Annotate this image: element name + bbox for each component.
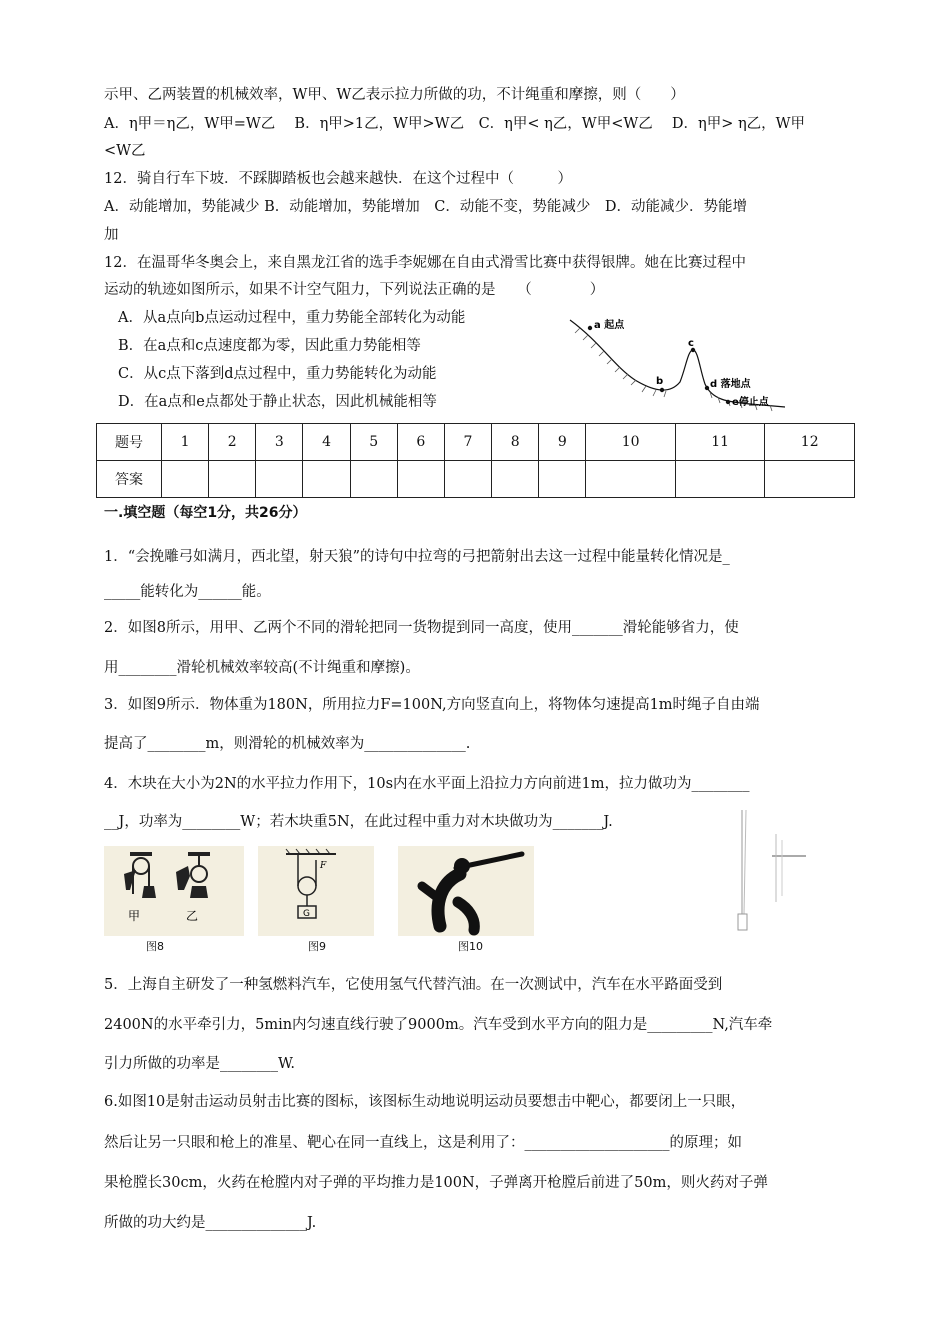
table-cell: 11 — [675, 424, 765, 461]
answer-cell[interactable] — [162, 461, 209, 498]
table-row — [97, 461, 855, 498]
answer-cell[interactable] — [586, 461, 676, 498]
option-c: C．从c点下落到d点过程中，重力势能转化为动能 — [118, 366, 437, 382]
table-cell: 9 — [539, 424, 586, 461]
ski-track-figure — [560, 312, 800, 418]
fig8-left-label: 甲 — [128, 909, 141, 923]
fig8-right-label: 乙 — [186, 909, 199, 923]
fig9-g-label: G — [303, 909, 310, 919]
text-line: 加 — [104, 227, 119, 243]
text-line: A．η甲＝η乙，W甲=W乙 B．η甲>1乙，W甲>W乙 C．η甲< η乙，W甲<W乙 D．η甲> η乙，W甲 — [104, 116, 806, 132]
answer-cell[interactable] — [765, 461, 855, 498]
text-line: A．动能增加，势能减少 B．动能增加，势能增加 C．动能不变，势能减少 D．动能减少．势能增 — [104, 199, 747, 215]
text-line: 果枪膛长30cm，火药在枪膛内对子弹的平均推力是100N，子弹离开枪膛后前进了50m，则火药对子弹 — [104, 1175, 768, 1191]
fig10-caption: 图10 — [458, 940, 483, 953]
answer-cell[interactable] — [209, 461, 256, 498]
table-cell: 10 — [586, 424, 676, 461]
text-line: 2．如图8所示，用甲、乙两个不同的滑轮把同一货物提到同一高度，使用_______滑轮能够省力，使 — [104, 620, 739, 636]
label-d: d 落地点 — [710, 379, 751, 390]
option-d: D．在a点和e点都处于静止状态，因此机械能相等 — [118, 394, 437, 410]
text-line: 12．在温哥华冬奥会上，来自黑龙江省的选手李妮娜在自由式滑雪比赛中获得银牌。她在比赛过程中 — [104, 255, 746, 271]
label-a: a 起点 — [594, 320, 625, 331]
label-e: e停止点 — [732, 397, 769, 408]
table-header-cell: 答案 — [97, 461, 162, 498]
text-line: 示甲、乙两装置的机械效率，W甲、W乙表示拉力所做的功，不计绳重和摩擦，则（ ） — [104, 87, 685, 103]
answer-cell[interactable] — [539, 461, 586, 498]
table-cell: 4 — [303, 424, 350, 461]
table-cell: 6 — [397, 424, 444, 461]
text-line: 5．上海自主研发了一种氢燃料汽车，它使用氢气代替汽油。在一次测试中，汽车在水平路面受到 — [104, 977, 723, 993]
answer-cell[interactable] — [303, 461, 350, 498]
label-c: c — [688, 338, 694, 349]
table-cell: 7 — [444, 424, 491, 461]
text-line: 运动的轨迹如图所示，如果不计空气阻力，下列说法正确的是 （ ） — [104, 282, 605, 298]
table-cell: 5 — [350, 424, 397, 461]
answer-cell[interactable] — [256, 461, 303, 498]
text-line: 用________滑轮机械效率较高(不计绳重和摩擦)。 — [104, 660, 420, 676]
text-line: __J，功率为________W；若木块重5N，在此过程中重力对木块做功为_______J. — [104, 814, 613, 830]
text-line: _____能转化为______能。 — [104, 584, 271, 600]
option-b: B．在a点和c点速度都为零，因此重力势能相等 — [118, 338, 421, 354]
table-row — [97, 424, 855, 461]
answer-cell[interactable] — [397, 461, 444, 498]
answer-cell[interactable] — [492, 461, 539, 498]
answer-cell[interactable] — [444, 461, 491, 498]
text-line: <W乙 — [104, 143, 146, 159]
table-cell: 8 — [492, 424, 539, 461]
text-line: 1．“会挽雕弓如满月，西北望，射天狼”的诗句中拉弯的弓把箭射出去这一过程中能量转化情况是_ — [104, 549, 730, 565]
answer-table — [96, 423, 855, 498]
table-cell: 2 — [209, 424, 256, 461]
option-a: A．从a点向b点运动过程中，重力势能全部转化为动能 — [118, 310, 466, 326]
label-b: b — [656, 376, 664, 387]
table-header-cell: 题号 — [97, 424, 162, 461]
text-line: 6.如图10是射击运动员射击比赛的图标，该图标生动地说明运动员要想击中靶心，都要闭上一只眼， — [104, 1094, 746, 1110]
text-line: 3．如图9所示．物体重为180N，所用拉力F=100N,方向竖直向上，将物体匀速提高1m时绳子自由端 — [104, 697, 760, 713]
fig9-caption: 图9 — [308, 940, 326, 953]
text-line: 2400N的水平牵引力，5min内匀速直线行驶了9000m。汽车受到水平方向的阻力是_________N,汽车牵 — [104, 1017, 773, 1033]
text-line: 然后让另一只眼和枪上的准星、靶心在同一直线上，这是利用了：____________________的原理；如 — [104, 1135, 742, 1151]
text-line: 引力所做的功率是________W. — [104, 1056, 295, 1072]
text-line: 4．木块在大小为2N的水平拉力作用下，10s内在水平面上沿拉力方向前进1m，拉力做功为________ — [104, 776, 750, 792]
table-cell: 12 — [765, 424, 855, 461]
table-cell: 3 — [256, 424, 303, 461]
faint-apparatus-figure — [726, 806, 816, 936]
text-line: 提高了________m，则滑轮的机械效率为______________. — [104, 736, 471, 752]
answer-cell[interactable] — [675, 461, 765, 498]
fig8-caption: 图8 — [146, 940, 164, 953]
text-line: 12．骑自行车下坡．不踩脚踏板也会越来越快．在这个过程中（ ） — [104, 171, 572, 187]
answer-cell[interactable] — [350, 461, 397, 498]
figure-9 — [258, 846, 374, 936]
section-heading: 一.填空题（每空1分，共26分） — [104, 505, 307, 521]
fig9-f-label: F — [320, 861, 327, 871]
table-cell: 1 — [162, 424, 209, 461]
figure-8 — [104, 846, 244, 936]
text-line: 所做的功大约是______________J. — [104, 1215, 317, 1231]
figure-10 — [398, 846, 534, 936]
